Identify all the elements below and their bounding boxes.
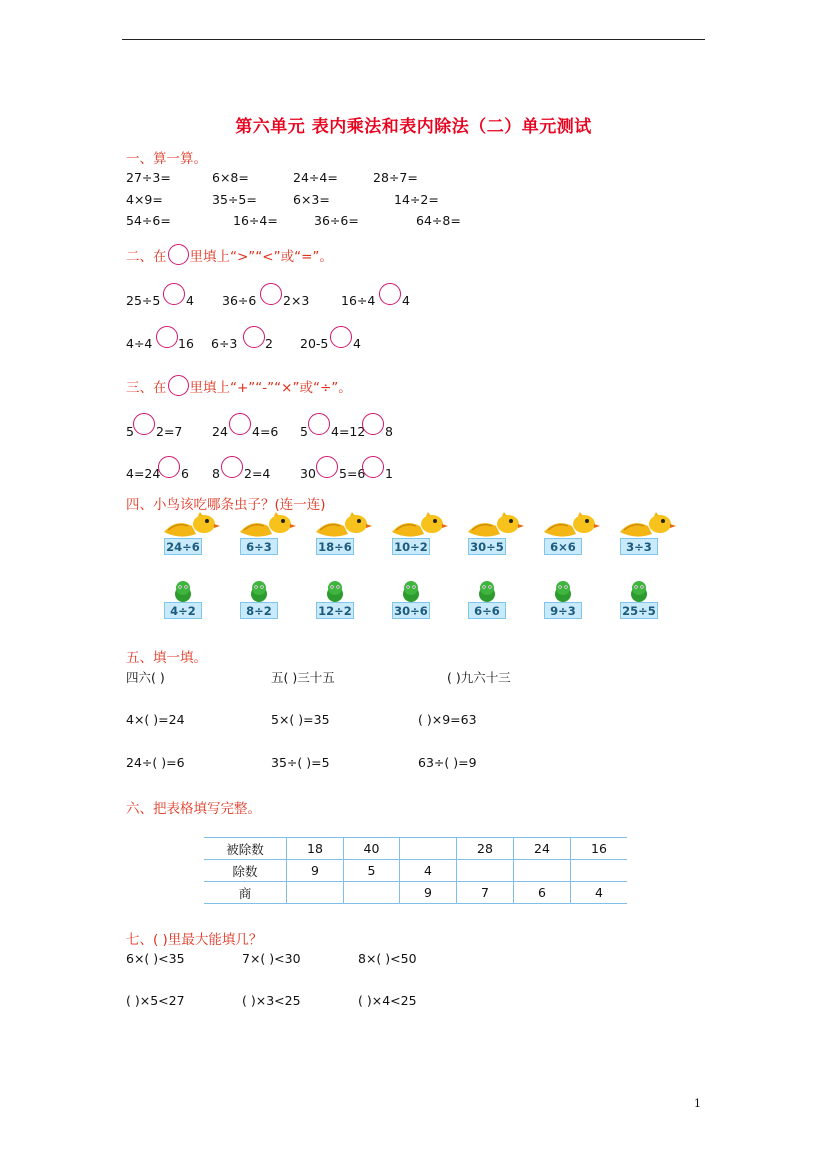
answer-circle[interactable] (316, 456, 338, 478)
answer-circle[interactable] (133, 413, 155, 435)
table-cell: 18 (287, 838, 344, 860)
expr-part: 8 (212, 466, 220, 481)
heading-part: 二、在 (126, 249, 167, 265)
answer-circle[interactable] (243, 326, 265, 348)
problem: 6×3= (293, 192, 330, 207)
compare-right: 16 (178, 336, 194, 351)
expr-part: 2=4 (244, 466, 271, 481)
worm-label[interactable]: 8÷2 (240, 602, 278, 619)
answer-circle[interactable] (221, 456, 243, 478)
bird-label[interactable]: 6÷3 (240, 538, 278, 555)
expr-part: 5 (126, 424, 134, 439)
fill-item: 6×( )<35 (126, 951, 185, 966)
compare-left: 4÷4 (126, 336, 153, 351)
table-cell: 5 (344, 860, 400, 882)
fill-item: 四六( ) (126, 670, 165, 685)
page-number: 1 (694, 1097, 701, 1110)
expr-part: 2=7 (156, 424, 183, 439)
table-cell: 4 (400, 860, 457, 882)
worm-label[interactable]: 12÷2 (316, 602, 354, 619)
fill-item: 五( )三十五 (271, 670, 335, 685)
table-cell: 9 (400, 882, 457, 904)
problem: 28÷7= (373, 170, 418, 185)
compare-left: 36÷6 (222, 293, 257, 308)
table-cell: 28 (457, 838, 514, 860)
header-rule (122, 39, 705, 40)
fill-item: 4×( )=24 (126, 712, 185, 727)
compare-left: 20-5 (300, 336, 329, 351)
problem: 35÷5= (212, 192, 257, 207)
fill-item: 63÷( )=9 (418, 755, 477, 770)
table-row (204, 838, 627, 860)
problem: 64÷8= (416, 213, 461, 228)
compare-left: 16÷4 (341, 293, 376, 308)
expr-part: 6 (181, 466, 189, 481)
compare-right: 4 (353, 336, 361, 351)
section-1-heading: 一、算一算。 (126, 151, 207, 167)
expr-part: 4=6 (252, 424, 279, 439)
problem: 14÷2= (394, 192, 439, 207)
compare-right: 4 (186, 293, 194, 308)
fill-item: 8×( )<50 (358, 951, 417, 966)
circle-icon (168, 375, 189, 396)
expr-part: 30 (300, 466, 316, 481)
fill-item: 7×( )<30 (242, 951, 301, 966)
problem: 27÷3= (126, 170, 171, 185)
answer-circle[interactable] (163, 283, 185, 305)
heading-part: 里填上“+”“-”“×”或“÷”。 (189, 380, 352, 396)
section-7-heading: 七、( )里最大能填几？ (126, 932, 263, 948)
table-cell: 除数 (204, 860, 287, 882)
compare-left: 25÷5 (126, 293, 161, 308)
table-cell: 24 (514, 838, 571, 860)
answer-circle[interactable] (156, 326, 178, 348)
division-table (204, 837, 627, 904)
heading-part: 三、在 (126, 380, 167, 396)
table-cell: 被除数 (204, 838, 287, 860)
problem: 54÷6= (126, 213, 171, 228)
expr-part: 5 (300, 424, 308, 439)
expr-part: 1 (385, 466, 393, 481)
answer-circle[interactable] (308, 413, 330, 435)
problem: 16÷4= (233, 213, 278, 228)
worm-label[interactable]: 4÷2 (164, 602, 202, 619)
bird-label[interactable]: 3÷3 (620, 538, 658, 555)
section-2-heading (126, 244, 333, 265)
table-cell: 16 (571, 838, 628, 860)
worm-label[interactable]: 25÷5 (620, 602, 658, 619)
answer-circle[interactable] (379, 283, 401, 305)
fill-item: ( )×3<25 (242, 993, 301, 1008)
fill-item: ( )九六十三 (447, 670, 511, 685)
bird-label[interactable]: 18÷6 (316, 538, 354, 555)
answer-circle[interactable] (158, 456, 180, 478)
bird-label[interactable]: 6×6 (544, 538, 582, 555)
table-cell (457, 860, 514, 882)
answer-circle[interactable] (362, 413, 384, 435)
compare-left: 6÷3 (211, 336, 238, 351)
fill-item: 5×( )=35 (271, 712, 330, 727)
fill-item: ( )×4<25 (358, 993, 417, 1008)
expr-part: 8 (385, 424, 393, 439)
answer-circle[interactable] (330, 326, 352, 348)
problem: 24÷4= (293, 170, 338, 185)
page-title: 第六单元 表内乘法和表内除法（二）单元测试 (235, 117, 592, 137)
fill-item: ( )×5<27 (126, 993, 185, 1008)
fill-item: 35÷( )=5 (271, 755, 330, 770)
bird-label[interactable]: 30÷5 (468, 538, 506, 555)
compare-right: 2 (265, 336, 273, 351)
section-4-heading: 四、小鸟该吃哪条虫子？(连一连) (126, 497, 326, 513)
worm-label[interactable]: 9÷3 (544, 602, 582, 619)
table-row (204, 882, 627, 904)
bird-label[interactable]: 10÷2 (392, 538, 430, 555)
table-cell (344, 882, 400, 904)
expr-part: 4=12 (331, 424, 366, 439)
section-3-heading (126, 375, 352, 396)
table-cell: 40 (344, 838, 400, 860)
expr-part: 5=6 (339, 466, 366, 481)
answer-circle[interactable] (362, 456, 384, 478)
table-cell: 9 (287, 860, 344, 882)
fill-item: ( )×9=63 (418, 712, 477, 727)
compare-right: 4 (402, 293, 410, 308)
answer-circle[interactable] (260, 283, 282, 305)
table-cell (287, 882, 344, 904)
compare-right: 2×3 (283, 293, 310, 308)
table-row (204, 860, 627, 882)
table-cell: 4 (571, 882, 628, 904)
table-cell: 6 (514, 882, 571, 904)
expr-part: 4=24 (126, 466, 161, 481)
bird-label[interactable]: 24÷6 (164, 538, 202, 555)
worm-label[interactable]: 6÷6 (468, 602, 506, 619)
problem: 36÷6= (314, 213, 359, 228)
table-cell (571, 860, 628, 882)
section-5-heading: 五、填一填。 (126, 650, 207, 666)
expr-part: 24 (212, 424, 228, 439)
heading-part: 里填上“>”“<”或“=”。 (189, 249, 333, 265)
fill-item: 24÷( )=6 (126, 755, 185, 770)
circle-icon (168, 244, 189, 265)
table-cell: 7 (457, 882, 514, 904)
answer-circle[interactable] (229, 413, 251, 435)
section-6-heading: 六、把表格填写完整。 (126, 801, 261, 817)
table-cell (400, 838, 457, 860)
problem: 6×8= (212, 170, 249, 185)
worm-label[interactable]: 30÷6 (392, 602, 430, 619)
problem: 4×9= (126, 192, 163, 207)
table-cell (514, 860, 571, 882)
table-cell: 商 (204, 882, 287, 904)
